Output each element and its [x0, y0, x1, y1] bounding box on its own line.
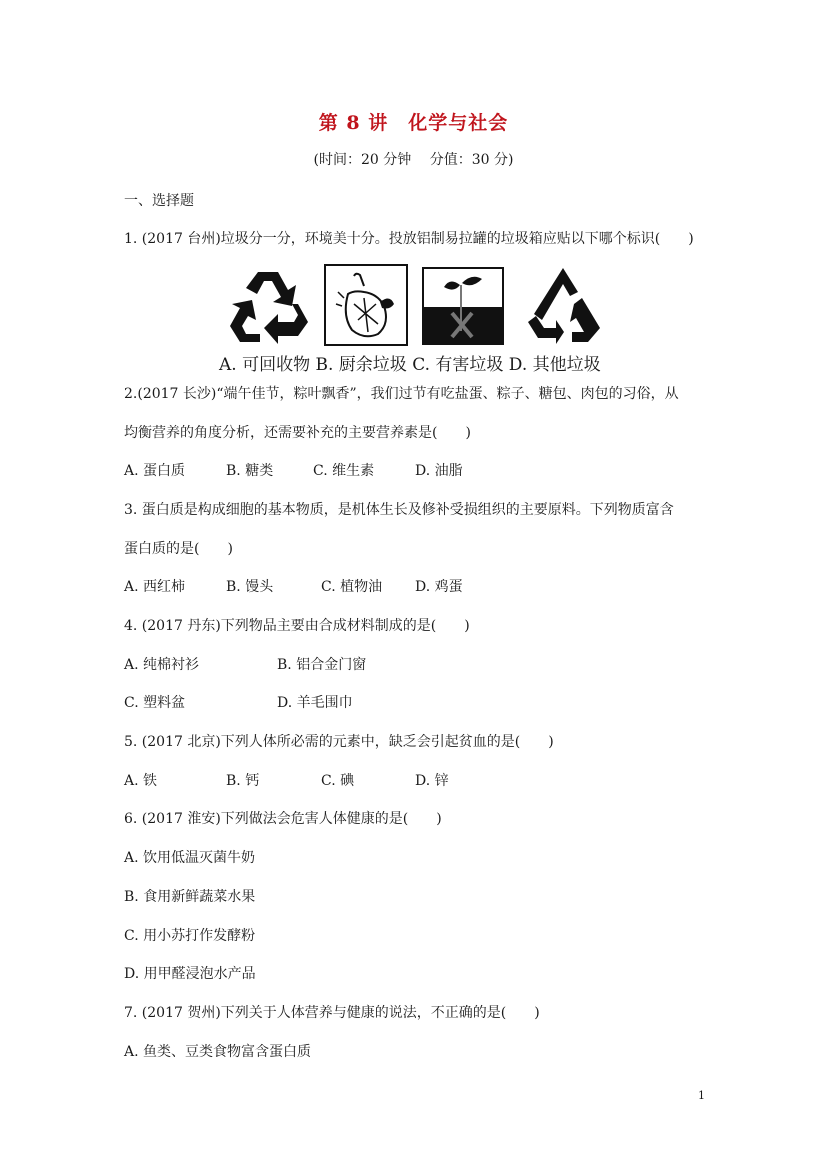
page-title: 第 8 讲 化学与社会: [318, 112, 509, 134]
question-3-option-c: C. 植物油: [321, 579, 383, 595]
hazardous-waste-icon: [422, 267, 504, 345]
question-2-option-c: C. 维生素: [313, 463, 375, 479]
time-score-info: (时间：20 分钟 分值：30 分): [313, 152, 514, 168]
question-6-option-a: A. 饮用低温灭菌牛奶: [124, 850, 256, 866]
waste-sign-caption: A. 可回收物 B. 厨余垃圾 C. 有害垃圾 D. 其他垃圾: [219, 355, 601, 375]
question-5-option-c: C. 碘: [321, 773, 355, 789]
question-5-option-a: A. 铁: [124, 773, 158, 789]
question-2-stem-line-2: 均衡营养的角度分析，还需要补充的主要营养素是( ): [124, 425, 471, 441]
question-1-stem: 1. (2017 台州)垃圾分一分，环境美十分。投放铝制易拉罐的垃圾箱应贴以下哪个标识( ): [124, 231, 694, 247]
question-3-stem-line-1: 3. 蛋白质是构成细胞的基本物质，是机体生长及修补受损组织的主要原料。下列物质富含: [124, 502, 674, 518]
question-2-option-b: B. 糖类: [226, 463, 274, 479]
question-5-option-b: B. 钙: [226, 773, 260, 789]
question-4-option-c: C. 塑料盆: [124, 695, 186, 711]
question-3-option-a: A. 西红柿: [124, 579, 186, 595]
question-5-stem: 5. (2017 北京)下列人体所必需的元素中，缺乏会引起贫血的是( ): [124, 734, 554, 750]
question-2-option-d: D. 油脂: [415, 463, 463, 479]
question-2-stem-line-1: 2.(2017 长沙)“端午佳节，粽叶飘香”，我们过节有吃盐蛋、粽子、糖包、肉包的习俗，从: [124, 386, 679, 402]
question-6-stem: 6. (2017 淮安)下列做法会危害人体健康的是( ): [124, 811, 442, 827]
question-2-option-a: A. 蛋白质: [124, 463, 186, 479]
question-4-option-d: D. 羊毛围巾: [277, 695, 353, 711]
page-number: 1: [698, 1089, 705, 1102]
other-waste-icon: [522, 264, 604, 346]
question-4-option-a: A. 纯棉衬衫: [124, 657, 200, 673]
question-3-stem-line-2: 蛋白质的是( ): [124, 541, 233, 557]
question-7-option-a: A. 鱼类、豆类食物富含蛋白质: [124, 1044, 312, 1060]
question-6-option-c: C. 用小苏打作发酵粉: [124, 928, 256, 944]
recycle-icon: [224, 266, 312, 346]
question-4-option-b: B. 铝合金门窗: [277, 657, 367, 673]
question-6-option-d: D. 用甲醛浸泡水产品: [124, 966, 256, 982]
question-3-option-b: B. 馒头: [226, 579, 274, 595]
question-4-stem: 4. (2017 丹东)下列物品主要由合成材料制成的是( ): [124, 618, 470, 634]
question-5-option-d: D. 锌: [415, 773, 449, 789]
kitchen-waste-icon: [324, 264, 408, 346]
question-7-stem: 7. (2017 贺州)下列关于人体营养与健康的说法，不正确的是( ): [124, 1005, 540, 1021]
question-6-option-b: B. 食用新鲜蔬菜水果: [124, 889, 256, 905]
question-3-option-d: D. 鸡蛋: [415, 579, 463, 595]
section-heading: 一、选择题: [124, 193, 194, 209]
